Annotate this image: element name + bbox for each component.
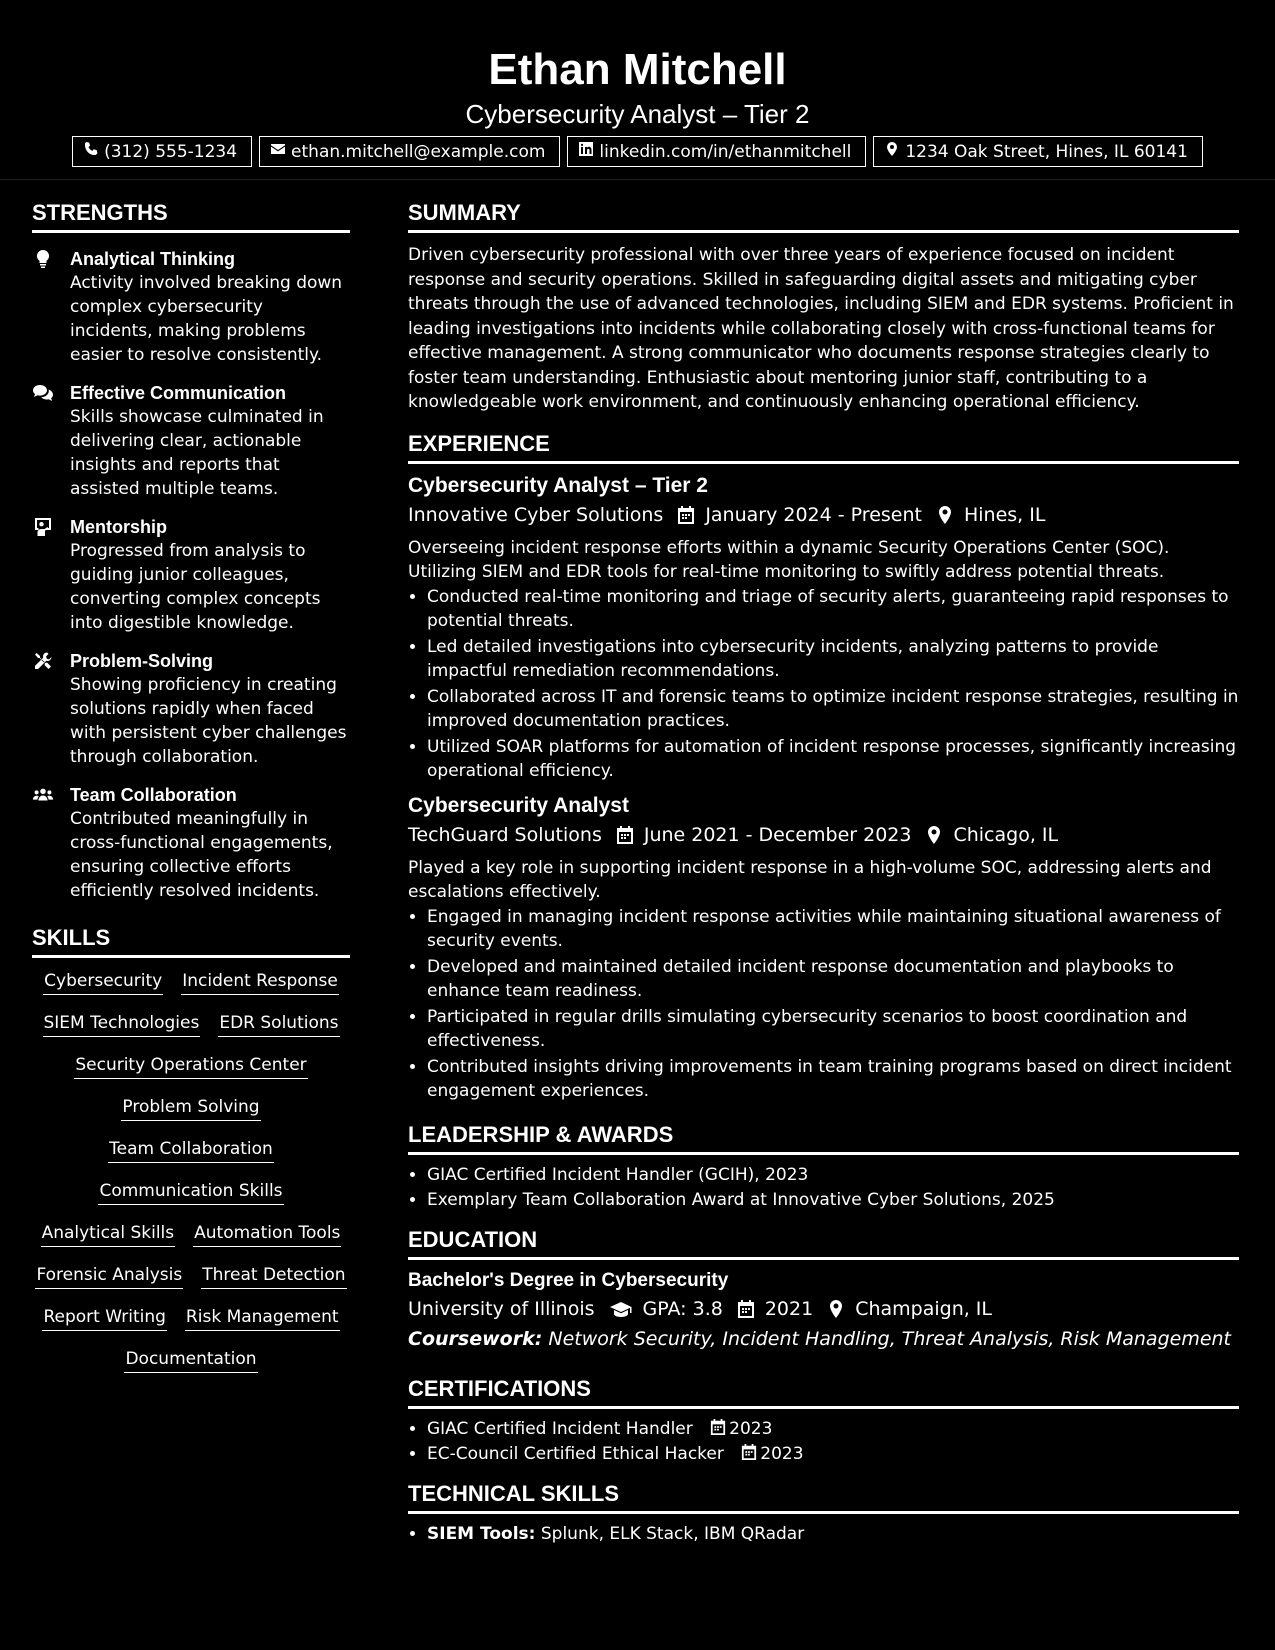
job-bullet: • Utilized SOAR platforms for automation of incident response processes, significantly increasing operational efficiency. <box>427 735 1239 784</box>
candidate-title: Cybersecurity Analyst – Tier 2 <box>465 99 810 129</box>
coursework-label: Coursework: <box>408 1327 543 1350</box>
calendar-icon <box>710 1418 726 1436</box>
left-column <box>32 200 350 1373</box>
calendar-icon <box>741 1443 757 1461</box>
strength-item <box>32 515 350 635</box>
job-bullets <box>408 585 1239 784</box>
strengths-heading: STRENGTHS <box>32 200 350 233</box>
skills-list <box>32 970 350 1373</box>
certification-name: GIAC Certified Incident Handler <box>427 1418 693 1439</box>
job-meta <box>408 820 1239 850</box>
technical-skills-heading: TECHNICAL SKILLS <box>408 1481 1239 1514</box>
contact-linkedin-text: linkedin.com/in/ethanmitchell <box>599 141 852 162</box>
education-gpa: GPA: 3.8 <box>642 1297 723 1320</box>
job-bullets <box>408 905 1239 1104</box>
contact-bar <box>0 136 1275 167</box>
skill-tag: Forensic Analysis <box>35 1264 183 1289</box>
strength-desc: Contributed meaningfully in cross-functional engagements, ensuring collective efforts efficiently resolved incidents. <box>70 809 333 901</box>
strength-title: Analytical Thinking <box>70 249 236 269</box>
phone-icon <box>83 141 99 162</box>
education-year: 2021 <box>764 1297 814 1320</box>
contact-linkedin[interactable] <box>567 136 866 167</box>
envelope-icon <box>270 141 286 162</box>
school-name: University of Illinois <box>408 1297 595 1320</box>
job-location: Hines, IL <box>963 503 1046 526</box>
leadership-item: • GIAC Certified Incident Handler (GCIH), 2023 <box>427 1163 1239 1188</box>
certifications-heading: CERTIFICATIONS <box>408 1376 1239 1409</box>
skill-tag: SIEM Technologies <box>43 1012 201 1037</box>
job-location: Chicago, IL <box>953 823 1059 846</box>
job-entry <box>408 792 1239 1104</box>
job-description: Played a key role in supporting incident response in a high-volume SOC, addressing alerts and escalations effectively. <box>408 857 1212 902</box>
strength-item <box>32 649 350 769</box>
skill-tag: Incident Response <box>181 970 339 995</box>
strength-desc: Skills showcase culminated in delivering clear, actionable insights and reports that assisted multiple teams. <box>70 407 324 499</box>
summary-text: Driven cybersecurity professional with over three years of experience focused on incident response and security operations. Skilled in safeguarding digital assets and mitigating cyber threats through the use of advanced technologies, including SIEM and EDR systems. Proficient in leading investigations into incidents while collaborating closely with cross-functional teams for effective management. A strong communicator who documents response strategies clearly to foster team understanding. Enthusiastic about mentoring junior staff, contributing to a knowledgeable work environment, and continuously enhancing operational efficiency. <box>408 245 1234 412</box>
job-bullet: • Participated in regular drills simulating cybersecurity scenarios to boost coordination and effectiveness. <box>427 1005 1239 1054</box>
job-title: Cybersecurity Analyst <box>408 793 629 817</box>
contact-address-text: 1234 Oak Street, Hines, IL 60141 <box>905 141 1188 162</box>
leadership-list <box>408 1163 1239 1213</box>
certification-item <box>427 1417 1239 1442</box>
right-column <box>408 200 1239 1547</box>
graduation-cap-icon <box>609 1299 633 1319</box>
job-bullet: • Led detailed investigations into cybersecurity incidents, analyzing patterns to provide impactful remediation recommendations. <box>427 635 1239 684</box>
chalkboard-teacher-icon <box>32 515 70 635</box>
calendar-icon <box>677 505 695 525</box>
skill-tag: Threat Detection <box>201 1264 346 1289</box>
map-marker-icon <box>925 825 943 845</box>
skill-tag: Cybersecurity <box>43 970 163 995</box>
strength-desc: Activity involved breaking down complex cybersecurity incidents, making problems easier to resolve consistently. <box>70 273 343 365</box>
strength-item <box>32 783 350 903</box>
strength-title: Mentorship <box>70 517 167 537</box>
certification-year: 2023 <box>729 1418 773 1439</box>
education-coursework <box>408 1324 1239 1354</box>
skill-tag: Documentation <box>124 1348 257 1373</box>
contact-address[interactable] <box>873 136 1203 167</box>
users-icon <box>32 783 70 903</box>
job-bullet: • Conducted real-time monitoring and triage of security alerts, guaranteeing rapid responses to potential threats. <box>427 585 1239 634</box>
certifications-list <box>408 1417 1239 1467</box>
job-meta <box>408 500 1239 530</box>
coursework-text: Network Security, Incident Handling, Threat Analysis, Risk Management <box>548 1327 1232 1350</box>
skill-tag: Security Operations Center <box>74 1054 307 1079</box>
strength-title: Team Collaboration <box>70 785 237 805</box>
map-marker-icon <box>936 505 954 525</box>
certification-item <box>427 1442 1239 1467</box>
job-bullet: • Engaged in managing incident response activities while maintaining situational awareness of security events. <box>427 905 1239 954</box>
job-bullet: • Developed and maintained detailed incident response documentation and playbooks to enhance team readiness. <box>427 955 1239 1004</box>
skills-heading: SKILLS <box>32 925 350 958</box>
job-title: Cybersecurity Analyst – Tier 2 <box>408 473 708 497</box>
contact-phone-text: (312) 555-1234 <box>104 141 238 162</box>
comments-icon <box>32 381 70 501</box>
job-description: Overseeing incident response efforts within a dynamic Security Operations Center (SOC). Utilizing SIEM and EDR tools for real-time monitoring to swiftly address potential threats. <box>408 537 1170 582</box>
lightbulb-icon <box>32 247 70 367</box>
strength-item <box>32 381 350 501</box>
skill-tag: Risk Management <box>185 1306 340 1331</box>
map-marker-icon <box>884 141 900 162</box>
skill-tag: Automation Tools <box>193 1222 341 1247</box>
tools-icon <box>32 649 70 769</box>
job-bullet: • Contributed insights driving improvements in team training programs based on direct incident engagement experiences. <box>427 1055 1239 1104</box>
summary-heading: SUMMARY <box>408 200 1239 233</box>
technical-skill-label: SIEM Tools: <box>427 1523 536 1544</box>
skill-tag: EDR Solutions <box>218 1012 339 1037</box>
map-marker-icon <box>827 1299 845 1319</box>
education-heading: EDUCATION <box>408 1227 1239 1260</box>
company-name: TechGuard Solutions <box>408 823 602 846</box>
strength-desc: Progressed from analysis to guiding junior colleagues, converting complex concepts into digestible knowledge. <box>70 541 321 633</box>
job-dates: June 2021 - December 2023 <box>643 823 912 846</box>
education-location: Champaign, IL <box>855 1297 993 1320</box>
technical-skills-list <box>408 1522 1239 1547</box>
job-bullet: • Collaborated across IT and forensic teams to optimize incident response strategies, resulting in improved documentation practices. <box>427 685 1239 734</box>
job-entry <box>408 472 1239 784</box>
education-meta <box>408 1294 1239 1324</box>
candidate-name: Ethan Mitchell <box>488 45 787 94</box>
certification-name: EC-Council Certified Ethical Hacker <box>427 1444 724 1464</box>
contact-email[interactable] <box>259 136 560 167</box>
leadership-item: • Exemplary Team Collaboration Award at Innovative Cyber Solutions, 2025 <box>427 1188 1239 1213</box>
contact-phone[interactable] <box>72 136 252 167</box>
calendar-icon <box>737 1299 755 1319</box>
skill-tag: Communication Skills <box>98 1180 283 1205</box>
certification-year: 2023 <box>760 1444 804 1464</box>
leadership-heading: LEADERSHIP & AWARDS <box>408 1122 1239 1155</box>
technical-skill-item <box>427 1522 1239 1547</box>
calendar-icon <box>616 825 634 845</box>
linkedin-icon <box>578 141 594 162</box>
company-name: Innovative Cyber Solutions <box>408 503 664 526</box>
strength-item <box>32 247 350 367</box>
strength-title: Problem-Solving <box>70 651 214 671</box>
strength-desc: Showing proficiency in creating solutions rapidly when faced with persistent cyber challenges through collaboration. <box>70 675 347 767</box>
resume-header <box>0 0 1275 180</box>
education-degree: Bachelor's Degree in Cybersecurity <box>408 1269 729 1291</box>
experience-heading: EXPERIENCE <box>408 431 1239 464</box>
strength-title: Effective Communication <box>70 383 287 403</box>
skill-tag: Problem Solving <box>121 1096 260 1121</box>
skill-tag: Analytical Skills <box>41 1222 176 1247</box>
technical-skill-value: Splunk, ELK Stack, IBM QRadar <box>540 1523 805 1544</box>
skill-tag: Team Collaboration <box>108 1138 274 1163</box>
skill-tag: Report Writing <box>42 1306 166 1331</box>
contact-email-text: ethan.mitchell@example.com <box>291 141 546 162</box>
job-dates: January 2024 - Present <box>705 503 922 526</box>
